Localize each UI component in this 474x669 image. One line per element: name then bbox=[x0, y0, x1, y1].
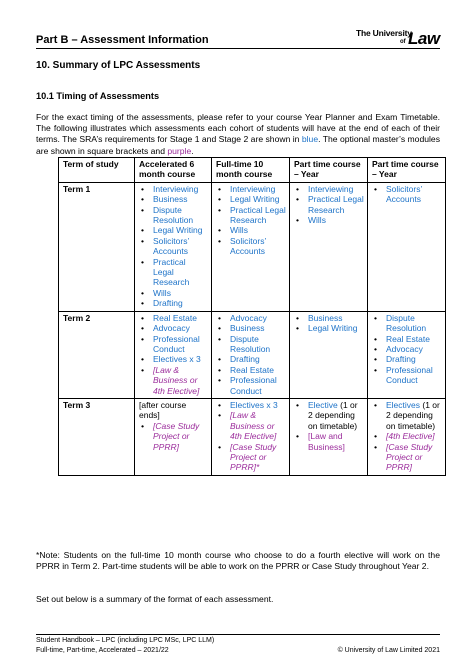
list-item: • Legal Writing bbox=[139, 225, 208, 235]
elective-label: Elective bbox=[308, 399, 338, 410]
list-item-optional: • [Law & Business or 4th Elective] bbox=[139, 365, 208, 396]
list-item: • Interviewing bbox=[216, 184, 286, 194]
section-header-title: Part B – Assessment Information bbox=[36, 34, 209, 46]
intro-blue-word: blue bbox=[301, 134, 319, 145]
header-parttime-b: Part time course – Year bbox=[368, 158, 446, 183]
list-item: • Legal Writing bbox=[294, 323, 364, 333]
term-2-parttime-b bbox=[368, 311, 446, 398]
table-header-row bbox=[59, 158, 446, 183]
logo-the-university: The University bbox=[356, 28, 412, 38]
term-1-parttime-a bbox=[290, 182, 368, 311]
list-item: • Wills bbox=[216, 225, 286, 235]
list-item-optional: • [Case Study Project or PPRR] bbox=[139, 421, 208, 452]
term-3-parttime-b bbox=[368, 398, 446, 475]
heading-summary-assessments: 10. Summary of LPC Assessments bbox=[36, 60, 201, 71]
intro-text-1: For the exact timing of the assessments, please refer to your course Year Planner and Exam Timetable. The following illustrates which assessments each cohort of students will have at the end of each of their terms. The SRA’s requirements for Stage 1 and Stage 2 are shown in bbox=[36, 112, 440, 145]
list-item: • Advocacy bbox=[216, 313, 286, 323]
term-3-accelerated bbox=[135, 398, 212, 475]
list-item: • Real Estate bbox=[216, 365, 286, 375]
term-3-fulltime bbox=[212, 398, 290, 475]
list-item: • Drafting bbox=[216, 354, 286, 364]
term-2-accelerated bbox=[135, 311, 212, 398]
list-item: • Advocacy bbox=[139, 323, 208, 333]
intro-paragraph bbox=[36, 112, 440, 157]
logo-of: of bbox=[400, 39, 406, 45]
table-row-term-3 bbox=[59, 398, 446, 475]
list-item: • Wills bbox=[139, 288, 208, 298]
list-item bbox=[294, 400, 364, 431]
list-item-optional: • [4th Elective] bbox=[372, 431, 442, 441]
list-item: • Electives x 3 bbox=[139, 354, 208, 364]
footer-course-types: Full-time, Part-time, Accelerated – 2021/22 bbox=[36, 647, 169, 654]
list-item-optional: • [Case Study Project or PPRR]* bbox=[216, 442, 286, 473]
list-item: • Business bbox=[216, 323, 286, 333]
list-item: • Dispute Resolution bbox=[216, 334, 286, 355]
list-item: • Interviewing bbox=[294, 184, 364, 194]
intro-text-2: . The optional master’s modules are shown in square brackets and bbox=[36, 134, 441, 156]
term-3-parttime-a bbox=[290, 398, 368, 475]
term-1-fulltime bbox=[212, 182, 290, 311]
footer-handbook-title: Student Handbook – LPC (including LPC MSc, LPC LLM) bbox=[36, 637, 215, 644]
list-item: • Solicitors’ Accounts bbox=[216, 236, 286, 257]
list-item: • Practical Legal Research bbox=[216, 205, 286, 226]
list-item: • Drafting bbox=[372, 354, 442, 364]
table-row-term-2 bbox=[59, 311, 446, 398]
list-item: • Dispute Resolution bbox=[372, 313, 442, 334]
header-fulltime: Full-time 10 month course bbox=[212, 158, 290, 183]
list-item-optional: • [Law & Business or 4th Elective] bbox=[216, 410, 286, 441]
term-3-label: Term 3 bbox=[59, 398, 135, 475]
footer-copyright: © University of Law Limited 2021 bbox=[337, 647, 440, 654]
header-parttime-a: Part time course – Year bbox=[290, 158, 368, 183]
list-item: • Dispute Resolution bbox=[139, 205, 208, 226]
list-item-optional: • [Law and Business] bbox=[294, 431, 364, 452]
term-1-label: Term 1 bbox=[59, 182, 135, 311]
term-2-label: Term 2 bbox=[59, 311, 135, 398]
logo-law: Law bbox=[408, 29, 440, 48]
list-item: • Wills bbox=[294, 215, 364, 225]
heading-timing-assessments: 10.1 Timing of Assessments bbox=[36, 91, 160, 101]
list-item: • Practical Legal Research bbox=[139, 257, 208, 288]
list-item: • Solicitors’ Accounts bbox=[372, 184, 442, 205]
intro-purple-word: purple bbox=[167, 145, 192, 156]
elective-note: (1 or 2 depending on timetable) bbox=[308, 399, 358, 431]
list-item: • Professional Conduct bbox=[216, 375, 286, 396]
list-item: • Professional Conduct bbox=[372, 365, 442, 386]
elective-note: (1 or 2 depending on timetable) bbox=[386, 399, 440, 431]
header-accelerated: Accelerated 6 month course bbox=[135, 158, 212, 183]
list-item: • Practical Legal Research bbox=[294, 194, 364, 215]
header-term-of-study: Term of study bbox=[59, 158, 135, 183]
table-row-term-1 bbox=[59, 182, 446, 311]
list-item: • Solicitors’ Accounts bbox=[139, 236, 208, 257]
term-1-accelerated bbox=[135, 182, 212, 311]
list-item-optional: • [Case Study Project or PPRR] bbox=[372, 442, 442, 473]
list-item bbox=[372, 400, 442, 431]
term-2-parttime-a bbox=[290, 311, 368, 398]
list-item: • Business bbox=[294, 313, 364, 323]
summary-intro-paragraph: Set out below is a summary of the format of each assessment. bbox=[36, 594, 274, 604]
university-of-law-logo bbox=[356, 26, 452, 50]
list-item: • Legal Writing bbox=[216, 194, 286, 204]
term-2-fulltime bbox=[212, 311, 290, 398]
intro-text-3: . bbox=[191, 145, 194, 156]
term-1-parttime-b bbox=[368, 182, 446, 311]
elective-label: Electives bbox=[386, 399, 421, 410]
list-item: • Real Estate bbox=[372, 334, 442, 344]
list-item: • Drafting bbox=[139, 298, 208, 308]
list-item: • Advocacy bbox=[372, 344, 442, 354]
list-item: • Real Estate bbox=[139, 313, 208, 323]
list-item: • Professional Conduct bbox=[139, 334, 208, 355]
footnote-paragraph: *Note: Students on the full-time 10 month course who choose to do a fourth elective will work on the PPRR in Term 2. Part-time students will be able to work on the PPRR or Case Study throughout Year 2. bbox=[36, 550, 440, 572]
list-item: • Electives x 3 bbox=[216, 400, 286, 410]
after-course-ends-text: [after course ends] bbox=[139, 399, 187, 421]
list-item: • Business bbox=[139, 194, 208, 204]
footer-divider bbox=[36, 634, 440, 635]
list-item: • Interviewing bbox=[139, 184, 208, 194]
assessment-timing-table bbox=[58, 157, 446, 476]
